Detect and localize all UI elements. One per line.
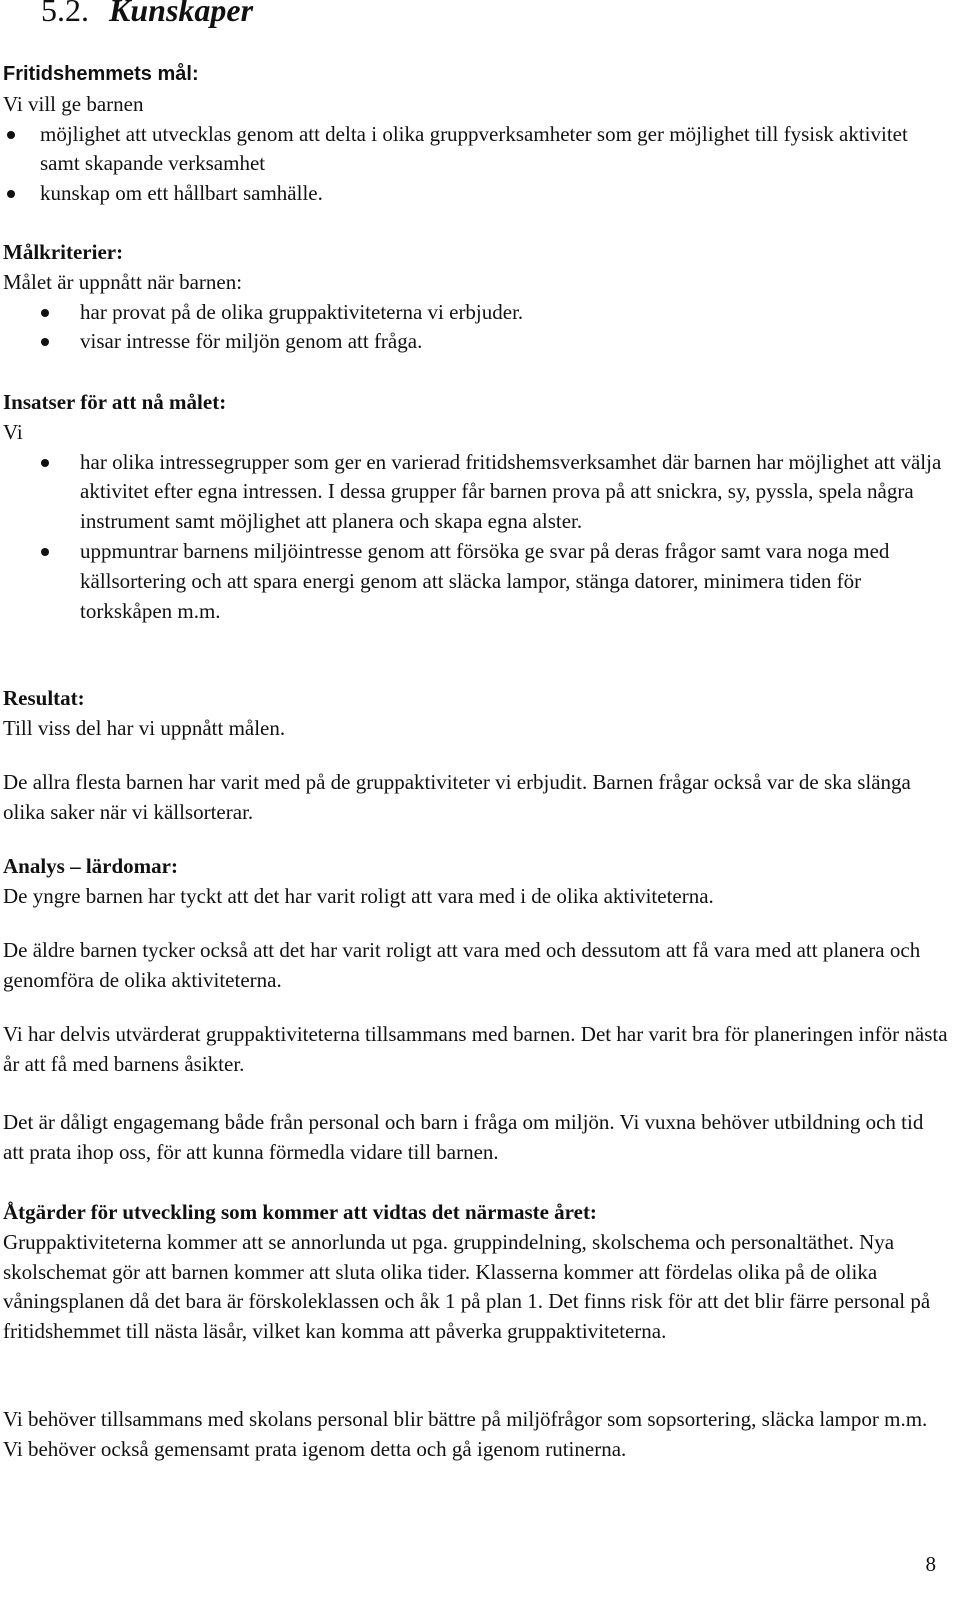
list-item: har olika intressegrupper som ger en varierad fritidshemsverksamhet där barnen har möjlighet att välja aktivitet efter egna intressen. I dessa grupper får barnen prova på att snickra, sy, pyssla, spela några instrument samt möjlighet att planera och skapa egna alster. xyxy=(3,448,948,537)
page-number: 8 xyxy=(925,1552,936,1576)
list-item: kunskap om ett hållbart samhälle. xyxy=(3,179,948,209)
actions-heading: Åtgärder för utveckling som kommer att vidtas det närmaste året: xyxy=(3,1200,597,1224)
bullet-icon xyxy=(41,459,49,467)
list-item: möjlighet att utvecklas genom att delta i olika gruppverksamheter som ger möjlighet till fysisk aktivitet samt skapande verksamhet xyxy=(3,120,948,180)
result-paragraph: Till viss del har vi uppnått målen. xyxy=(3,715,286,740)
efforts-heading: Insatser för att nå målet: xyxy=(3,390,227,414)
list-item: har provat på de olika gruppaktiviteterna vi erbjuder. xyxy=(3,298,948,328)
analysis-paragraph: Vi har delvis utvärderat gruppaktiviteterna tillsammans med barnen. Det har varit bra för planeringen inför nästa år att få med barnens åsikter. xyxy=(3,1022,948,1076)
criteria-section xyxy=(3,238,948,357)
analysis-paragraph: De yngre barnen har tyckt att det har varit roligt att vara med i de olika aktiviteterna. xyxy=(3,883,714,908)
section-heading xyxy=(41,0,253,26)
goals-heading: Fritidshemmets mål: xyxy=(3,63,199,85)
bullet-icon xyxy=(41,338,49,346)
analysis-paragraph-block xyxy=(3,1020,948,1080)
analysis-paragraph: Det är dåligt engagemang både från personal och barn i fråga om miljön. Vi vuxna behöver utbildning och tid att prata ihop oss, för att kunna förmedla vidare till barnen. xyxy=(3,1110,924,1164)
result-paragraph: De allra flesta barnen har varit med på de gruppaktiviteter vi erbjudit. Barnen frågar också var de ska slänga olika saker när vi källsorterar. xyxy=(3,770,911,824)
actions-paragraph: Vi behöver tillsammans med skolans personal blir bättre på miljöfrågor som sopsortering, släcka lampor m.m. Vi behöver också gemensamt prata igenom detta och gå igenom rutinerna. xyxy=(3,1407,928,1461)
list-item: uppmuntrar barnens miljöintresse genom att försöka ge svar på deras frågor samt vara noga med källsortering och att spara energi genom att släcka lampor, stänga datorer, minimera tiden för torkskåpen m.m. xyxy=(3,537,948,626)
analysis-heading: Analys – lärdomar: xyxy=(3,854,178,878)
analysis-paragraph: De äldre barnen tycker också att det har varit roligt att vara med och dessutom att få vara med att planera och genomföra de olika aktiviteterna. xyxy=(3,938,921,992)
analysis-paragraph-block xyxy=(3,936,948,996)
actions-section xyxy=(3,1198,948,1347)
result-section-2 xyxy=(3,768,948,828)
analysis-section xyxy=(3,852,948,912)
criteria-list xyxy=(3,298,948,358)
goals-intro: Vi vill ge barnen xyxy=(3,91,144,116)
criteria-intro: Målet är uppnått när barnen: xyxy=(3,269,243,294)
section-title: Kunskaper xyxy=(109,0,254,28)
bullet-icon xyxy=(41,309,49,317)
result-heading: Resultat: xyxy=(3,686,85,710)
bullet-icon xyxy=(7,190,15,198)
bullet-icon xyxy=(41,548,49,556)
goals-section xyxy=(3,60,948,209)
actions-paragraph: Gruppaktiviteterna kommer att se annorlunda ut pga. gruppindelning, skolschema och personaltäthet. Nya skolschemat gör att barnen kommer att sluta olika tider. Klasserna kommer att fördelas olika på de olika våningsplanen då det bara är förskoleklassen och åk 1 på plan 1. Det finns risk för att det blir färre personal på fritidshemmet till nästa läsår, vilket kan komma att påverka gruppaktiviteterna. xyxy=(3,1229,931,1344)
actions-paragraph-block xyxy=(3,1405,948,1465)
efforts-section xyxy=(3,388,948,626)
criteria-heading: Målkriterier: xyxy=(3,240,124,264)
analysis-paragraph-block xyxy=(3,1108,948,1168)
list-item: visar intresse för miljön genom att fråga. xyxy=(3,327,948,357)
efforts-list xyxy=(3,448,948,627)
goals-list xyxy=(3,120,948,209)
section-number: 5.2. xyxy=(41,0,89,28)
bullet-icon xyxy=(7,131,15,139)
efforts-intro: Vi xyxy=(3,419,23,444)
result-section xyxy=(3,684,948,744)
